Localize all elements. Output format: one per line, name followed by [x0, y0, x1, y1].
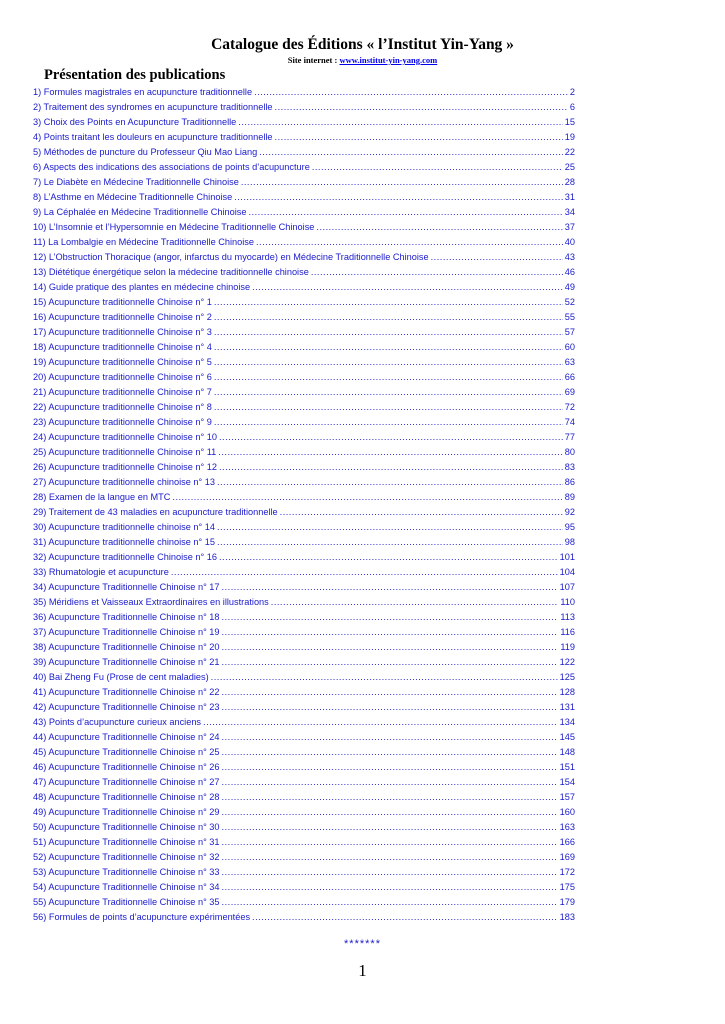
toc-item-page: 119 — [560, 642, 575, 652]
toc-item[interactable] — [33, 430, 575, 445]
toc-item-page: 148 — [559, 747, 575, 757]
toc-item-page: 34 — [564, 207, 575, 217]
toc-item-page: 57 — [564, 327, 575, 337]
toc-item-label: 50) Acupuncture Traditionnelle Chinoise n° 30 — [33, 822, 220, 832]
toc-item-label: 22) Acupuncture traditionnelle Chinoise n° 8 — [33, 402, 212, 412]
toc-item[interactable] — [33, 460, 575, 475]
toc-item-label: 29) Traitement de 43 maladies en acupuncture traditionnelle — [33, 507, 278, 517]
toc-leader-dots — [316, 220, 562, 235]
toc-item[interactable] — [33, 190, 575, 205]
toc-leader-dots — [217, 535, 563, 550]
toc-item[interactable] — [33, 130, 575, 145]
toc-item-label: 21) Acupuncture traditionnelle Chinoise n° 7 — [33, 387, 212, 397]
toc-leader-dots — [222, 625, 559, 640]
toc-item-label: 38) Acupuncture Traditionnelle Chinoise n° 20 — [33, 642, 220, 652]
toc-leader-dots — [256, 235, 563, 250]
toc-item[interactable] — [33, 505, 575, 520]
toc-item[interactable] — [33, 340, 575, 355]
toc-item-page: 116 — [560, 627, 575, 637]
toc-leader-dots — [214, 370, 563, 385]
toc-leader-dots — [238, 115, 562, 130]
toc-item-label: 42) Acupuncture Traditionnelle Chinoise n° 23 — [33, 702, 220, 712]
toc-leader-dots — [222, 895, 558, 910]
toc-item-page: 110 — [560, 597, 575, 607]
toc-item-label: 36) Acupuncture Traditionnelle Chinoise n° 18 — [33, 612, 220, 622]
toc-leader-dots — [203, 715, 558, 730]
toc-item[interactable] — [33, 595, 575, 610]
section-title: Présentation des publications — [44, 67, 226, 83]
separator-stars: ******* — [344, 938, 381, 950]
toc-item-label: 4) Points traitant les douleurs en acupuncture traditionnelle — [33, 132, 273, 142]
toc-item[interactable] — [33, 235, 575, 250]
toc-item[interactable] — [33, 565, 575, 580]
toc-item-label: 2) Traitement des syndromes en acupuncture traditionnelle — [33, 102, 273, 112]
site-prefix: Site internet : — [287, 55, 340, 65]
toc-item[interactable] — [33, 790, 575, 805]
toc-item-page: 83 — [564, 462, 575, 472]
toc-item-page: 89 — [564, 492, 575, 502]
toc-item-page: 154 — [559, 777, 575, 787]
toc-item-label: 31) Acupuncture traditionnelle chinoise n° 15 — [33, 537, 215, 547]
toc-item[interactable] — [33, 610, 575, 625]
toc-leader-dots — [218, 445, 562, 460]
toc-item[interactable] — [33, 775, 575, 790]
toc-item-label: 15) Acupuncture traditionnelle Chinoise n° 1 — [33, 297, 212, 307]
toc-item-label: 52) Acupuncture Traditionnelle Chinoise n° 32 — [33, 852, 220, 862]
toc-item[interactable] — [33, 865, 575, 880]
toc-item[interactable] — [33, 175, 575, 190]
toc-item-page: 131 — [559, 702, 575, 712]
toc-leader-dots — [222, 580, 558, 595]
toc-item-page: 2 — [569, 87, 575, 97]
toc-item-label: 24) Acupuncture traditionnelle Chinoise n° 10 — [33, 432, 217, 442]
toc-item[interactable] — [33, 895, 575, 910]
toc-item-label: 25) Acupuncture traditionnelle Chinoise n° 11 — [33, 447, 217, 457]
toc-item-page: 163 — [559, 822, 575, 832]
toc-leader-dots — [275, 130, 563, 145]
toc-item[interactable] — [33, 325, 575, 340]
toc-item-label: 5) Méthodes de puncture du Professeur Qiu Mao Liang — [33, 147, 258, 157]
toc-item[interactable] — [33, 715, 575, 730]
toc-item[interactable] — [33, 640, 575, 655]
toc-item-page: 128 — [559, 687, 575, 697]
toc-leader-dots — [214, 415, 563, 430]
toc-item-page: 43 — [564, 252, 575, 262]
toc-leader-dots — [222, 835, 558, 850]
toc-leader-dots — [214, 310, 563, 325]
toc-item-label: 14) Guide pratique des plantes en médecine chinoise — [33, 282, 251, 292]
toc-item-page: 183 — [559, 912, 575, 922]
toc-item-page: 80 — [564, 447, 575, 457]
toc-leader-dots — [214, 340, 563, 355]
toc-item-page: 179 — [559, 897, 575, 907]
toc-leader-dots — [311, 265, 563, 280]
toc-leader-dots — [259, 145, 563, 160]
toc-item[interactable] — [33, 580, 575, 595]
toc-item[interactable] — [33, 535, 575, 550]
toc-item-label: 16) Acupuncture traditionnelle Chinoise n° 2 — [33, 312, 212, 322]
toc-item-page: 92 — [564, 507, 575, 517]
toc-item[interactable] — [33, 700, 575, 715]
toc-leader-dots — [214, 325, 563, 340]
toc-leader-dots — [222, 730, 558, 745]
toc-item[interactable] — [33, 670, 575, 685]
toc-item-page: 72 — [564, 402, 575, 412]
toc-item-page: 40 — [564, 237, 575, 247]
toc-item-label: 18) Acupuncture traditionnelle Chinoise n° 4 — [33, 342, 212, 352]
toc-leader-dots — [222, 760, 558, 775]
toc-item[interactable] — [33, 220, 575, 235]
toc-leader-dots — [219, 550, 558, 565]
toc-item[interactable] — [33, 655, 575, 670]
toc-item-page: 69 — [564, 387, 575, 397]
toc-leader-dots — [219, 430, 563, 445]
toc-item-page: 98 — [564, 537, 575, 547]
toc-item[interactable] — [33, 100, 575, 115]
toc-leader-dots — [222, 700, 558, 715]
toc-item[interactable] — [33, 685, 575, 700]
toc-item[interactable] — [33, 205, 575, 220]
toc-item-page: 19 — [564, 132, 575, 142]
toc-leader-dots — [271, 595, 559, 610]
toc-item[interactable] — [33, 265, 575, 280]
toc-item-label: 55) Acupuncture Traditionnelle Chinoise n° 35 — [33, 897, 220, 907]
toc-item-label: 34) Acupuncture Traditionnelle Chinoise n° 17 — [33, 582, 220, 592]
toc-leader-dots — [241, 175, 563, 190]
toc-leader-dots — [252, 910, 558, 925]
toc-item-page: 122 — [559, 657, 575, 667]
toc-item-page: 151 — [559, 762, 575, 772]
toc-leader-dots — [222, 745, 558, 760]
toc-item[interactable] — [33, 355, 575, 370]
toc-item-page: 49 — [564, 282, 575, 292]
toc-leader-dots — [214, 400, 563, 415]
toc-item-page: 169 — [559, 852, 575, 862]
toc-item-page: 63 — [564, 357, 575, 367]
toc-item-label: 8) L’Asthme en Médecine Traditionnelle Chinoise — [33, 192, 233, 202]
toc-leader-dots — [217, 520, 563, 535]
toc-item-page: 55 — [564, 312, 575, 322]
site-line — [0, 55, 725, 65]
toc-leader-dots — [254, 85, 568, 100]
toc-leader-dots — [222, 850, 558, 865]
toc-item[interactable] — [33, 550, 575, 565]
toc-leader-dots — [211, 670, 558, 685]
toc-item-page: 107 — [559, 582, 575, 592]
toc-item-page: 172 — [559, 867, 575, 877]
toc-item[interactable] — [33, 145, 575, 160]
toc-item-label: 13) Diététique énergétique selon la médecine traditionnelle chinoise — [33, 267, 309, 277]
toc-item-label: 30) Acupuncture traditionnelle chinoise n° 14 — [33, 522, 215, 532]
toc-item[interactable] — [33, 820, 575, 835]
toc-item-page: 134 — [559, 717, 575, 727]
toc-item-page: 104 — [559, 567, 575, 577]
toc-item-label: 37) Acupuncture Traditionnelle Chinoise n° 19 — [33, 627, 220, 637]
toc-item-page: 37 — [564, 222, 575, 232]
toc-item-label: 19) Acupuncture traditionnelle Chinoise n° 5 — [33, 357, 212, 367]
toc-item-label: 33) Rhumatologie et acupuncture — [33, 567, 169, 577]
toc-item-label: 32) Acupuncture traditionnelle Chinoise n° 16 — [33, 552, 217, 562]
toc-item-label: 35) Méridiens et Vaisseaux Extraordinaires en illustrations — [33, 597, 269, 607]
toc-leader-dots — [172, 490, 562, 505]
toc-item[interactable] — [33, 520, 575, 535]
toc-item-page: 95 — [564, 522, 575, 532]
toc-leader-dots — [214, 385, 563, 400]
toc-item-label: 20) Acupuncture traditionnelle Chinoise n° 6 — [33, 372, 212, 382]
toc-leader-dots — [222, 880, 558, 895]
toc-item[interactable] — [33, 850, 575, 865]
toc-leader-dots — [280, 505, 563, 520]
toc-item-label: 3) Choix des Points en Acupuncture Traditionnelle — [33, 117, 237, 127]
table-of-contents — [33, 85, 575, 925]
toc-leader-dots — [222, 640, 559, 655]
toc-item-page: 145 — [559, 732, 575, 742]
toc-item-label: 56) Formules de points d’acupuncture expérimentées — [33, 912, 251, 922]
toc-item-page: 166 — [559, 837, 575, 847]
toc-item-label: 43) Points d’acupuncture curieux anciens — [33, 717, 202, 727]
toc-item-page: 28 — [564, 177, 575, 187]
toc-item-label: 49) Acupuncture Traditionnelle Chinoise n° 29 — [33, 807, 220, 817]
toc-leader-dots — [214, 295, 563, 310]
toc-item-label: 17) Acupuncture traditionnelle Chinoise n° 3 — [33, 327, 212, 337]
toc-item[interactable] — [33, 880, 575, 895]
toc-item-label: 44) Acupuncture Traditionnelle Chinoise n° 24 — [33, 732, 220, 742]
toc-item[interactable] — [33, 445, 575, 460]
toc-item-page: 74 — [564, 417, 575, 427]
toc-item-label: 6) Aspects des indications des associations de points d’acupuncture — [33, 162, 310, 172]
toc-item[interactable] — [33, 160, 575, 175]
toc-item-label: 40) Bai Zheng Fu (Prose de cent maladies) — [33, 672, 209, 682]
toc-item-label: 12) L’Obstruction Thoracique (angor, infarctus du myocarde) en Médecine Traditionnelle Chinoise — [33, 252, 429, 262]
site-link[interactable]: www.institut-yin-yang.com — [339, 55, 438, 65]
toc-leader-dots — [222, 775, 558, 790]
toc-item-label: 53) Acupuncture Traditionnelle Chinoise n° 33 — [33, 867, 220, 877]
toc-item[interactable] — [33, 295, 575, 310]
toc-item-label: 48) Acupuncture Traditionnelle Chinoise n° 28 — [33, 792, 220, 802]
toc-item[interactable] — [33, 625, 575, 640]
toc-leader-dots — [222, 685, 558, 700]
toc-item[interactable] — [33, 280, 575, 295]
toc-item[interactable] — [33, 490, 575, 505]
toc-item-label: 11) La Lombalgie en Médecine Traditionnelle Chinoise — [33, 237, 254, 247]
toc-item-page: 46 — [564, 267, 575, 277]
toc-leader-dots — [222, 610, 559, 625]
toc-leader-dots — [219, 460, 563, 475]
toc-item[interactable] — [33, 745, 575, 760]
toc-item-label: 27) Acupuncture traditionnelle chinoise n° 13 — [33, 477, 215, 487]
toc-item-label: 46) Acupuncture Traditionnelle Chinoise n° 26 — [33, 762, 220, 772]
toc-leader-dots — [431, 250, 563, 265]
toc-item-label: 45) Acupuncture Traditionnelle Chinoise n° 25 — [33, 747, 220, 757]
toc-item-label: 9) La Céphalée en Médecine Traditionnelle Chinoise — [33, 207, 247, 217]
toc-item-page: 52 — [564, 297, 575, 307]
toc-item-label: 1) Formules magistrales en acupuncture traditionnelle — [33, 87, 253, 97]
toc-leader-dots — [222, 790, 558, 805]
toc-item[interactable] — [33, 835, 575, 850]
toc-item-page: 86 — [564, 477, 575, 487]
catalogue-title: Catalogue des Éditions « l’Institut Yin-Yang » — [211, 36, 514, 53]
toc-leader-dots — [312, 160, 563, 175]
toc-item-label: 10) L’Insomnie et l’Hypersomnie en Médecine Traditionnelle Chinoise — [33, 222, 315, 232]
toc-item-label: 26) Acupuncture traditionnelle Chinoise n° 12 — [33, 462, 217, 472]
toc-item[interactable] — [33, 400, 575, 415]
toc-leader-dots — [249, 205, 563, 220]
toc-item-label: 23) Acupuncture traditionnelle Chinoise n° 9 — [33, 417, 212, 427]
page-number: 1 — [358, 961, 367, 980]
toc-item-label: 39) Acupuncture Traditionnelle Chinoise n° 21 — [33, 657, 220, 667]
toc-item-label: 47) Acupuncture Traditionnelle Chinoise n° 27 — [33, 777, 220, 787]
toc-item-page: 60 — [564, 342, 575, 352]
toc-item[interactable] — [33, 475, 575, 490]
toc-item-page: 77 — [564, 432, 575, 442]
toc-item-label: 54) Acupuncture Traditionnelle Chinoise n° 34 — [33, 882, 220, 892]
toc-item-page: 25 — [564, 162, 575, 172]
toc-item-page: 101 — [559, 552, 575, 562]
toc-item-label: 41) Acupuncture Traditionnelle Chinoise n° 22 — [33, 687, 220, 697]
toc-leader-dots — [217, 475, 563, 490]
toc-item[interactable] — [33, 805, 575, 820]
toc-leader-dots — [234, 190, 563, 205]
toc-item-page: 6 — [569, 102, 575, 112]
toc-item-label: 7) Le Diabète en Médecine Traditionnelle Chinoise — [33, 177, 239, 187]
toc-item[interactable] — [33, 250, 575, 265]
toc-item-page: 157 — [559, 792, 575, 802]
toc-item-label: 51) Acupuncture Traditionnelle Chinoise n° 31 — [33, 837, 220, 847]
toc-leader-dots — [222, 820, 558, 835]
toc-leader-dots — [222, 865, 558, 880]
toc-item[interactable] — [33, 385, 575, 400]
toc-item[interactable] — [33, 115, 575, 130]
toc-item-page: 66 — [564, 372, 575, 382]
toc-item-label: 28) Examen de la langue en MTC — [33, 492, 171, 502]
toc-item[interactable] — [33, 415, 575, 430]
toc-item[interactable] — [33, 730, 575, 745]
toc-item-page: 175 — [559, 882, 575, 892]
toc-item-page: 31 — [564, 192, 575, 202]
toc-item-page: 113 — [560, 612, 575, 622]
toc-leader-dots — [171, 565, 558, 580]
toc-leader-dots — [222, 805, 558, 820]
toc-item-page: 160 — [559, 807, 575, 817]
toc-item[interactable] — [33, 760, 575, 775]
toc-leader-dots — [214, 355, 563, 370]
toc-item-page: 125 — [559, 672, 575, 682]
toc-item[interactable] — [33, 85, 575, 100]
toc-leader-dots — [252, 280, 563, 295]
toc-leader-dots — [275, 100, 568, 115]
toc-item[interactable] — [33, 370, 575, 385]
toc-item-page: 15 — [564, 117, 575, 127]
toc-item[interactable] — [33, 310, 575, 325]
toc-leader-dots — [222, 655, 558, 670]
toc-item[interactable] — [33, 910, 575, 925]
toc-item-page: 22 — [564, 147, 575, 157]
